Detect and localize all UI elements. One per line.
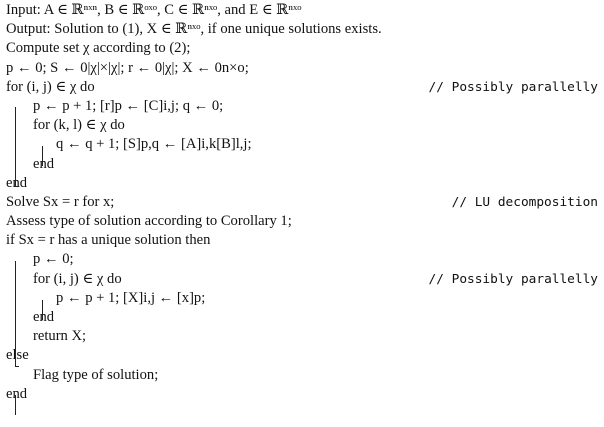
if-text: if Sx = r has a unique solution then (6, 232, 211, 249)
flag-text: Flag type of solution; (33, 366, 159, 383)
scope-tick-outer-for (15, 186, 19, 187)
end-for-ij-2-line (6, 308, 602, 327)
assign-s-text: q ← q + 1; [S]p,q ← [A]i,k[B]l,j; (56, 136, 252, 153)
for-ij-2-comment: // Possibly parallelly (428, 271, 598, 287)
flag-line (6, 366, 602, 385)
scope-line-if (15, 261, 16, 366)
scope-tick-if (15, 366, 19, 367)
assign-r-text: p ← p + 1; [r]p ← [C]i,j; q ← 0; (33, 97, 224, 114)
end-if-line (6, 385, 602, 404)
end-for-ij-text: end (6, 174, 28, 191)
init-text: p ← 0; S ← 0|χ|×|χ|; r ← 0|χ|; X ← 0n×o; (6, 59, 249, 76)
output-line (6, 20, 602, 39)
assess-text: Assess type of solution according to Corollary 1; (6, 213, 292, 230)
assign-x-text: p ← p + 1; [X]i,j ← [x]p; (56, 289, 206, 306)
else-text: else (6, 347, 29, 364)
scope-line-inner-for (42, 146, 43, 166)
solve-text: Solve Sx = r for x; (6, 193, 115, 210)
input-text: Input: A ∈ ℝⁿˣⁿ, B ∈ ℝᵒˣᵒ, C ∈ ℝⁿˣᵒ, and E ∈ ℝⁿˣᵒ (6, 2, 302, 18)
algorithm-block (6, 1, 602, 404)
for-ij-2-line (6, 270, 602, 289)
scope-line-inner-for-2 (42, 300, 43, 320)
scope-line-outer-for (15, 107, 16, 186)
input-line (6, 1, 602, 20)
end-for-kl-text: end (33, 155, 55, 172)
reset-p-line (6, 250, 602, 269)
assign-x-line (6, 289, 602, 308)
for-kl-text: for (k, l) ∈ χ do (33, 117, 125, 134)
assign-s-line (6, 135, 602, 154)
init-line (6, 59, 602, 78)
solve-comment: // LU decomposition (451, 194, 598, 210)
for-ij-2-text: for (i, j) ∈ χ do (33, 270, 122, 287)
return-text: return X; (33, 328, 87, 345)
output-text: Output: Solution to (1), X ∈ ℝⁿˣᵒ, if one unique solutions exists. (6, 21, 382, 38)
reset-p-text: p ← 0; (33, 251, 74, 268)
if-line (6, 231, 602, 250)
scope-line-else (15, 395, 16, 415)
solve-line (6, 193, 602, 212)
for-ij-line (6, 78, 602, 97)
assess-line (6, 212, 602, 231)
assign-r-line (6, 97, 602, 116)
end-if-text: end (6, 385, 28, 402)
for-ij-text: for (i, j) ∈ χ do (6, 78, 95, 95)
for-ij-comment: // Possibly parallelly (428, 79, 598, 95)
for-kl-line (6, 116, 602, 135)
compute-chi-line (6, 39, 602, 58)
compute-chi-text: Compute set χ according to (2); (6, 40, 191, 57)
else-line (6, 346, 602, 365)
end-for-ij-2-text: end (33, 309, 55, 325)
end-for-ij-line (6, 174, 602, 193)
return-line (6, 327, 602, 346)
end-for-kl-line (6, 155, 602, 174)
